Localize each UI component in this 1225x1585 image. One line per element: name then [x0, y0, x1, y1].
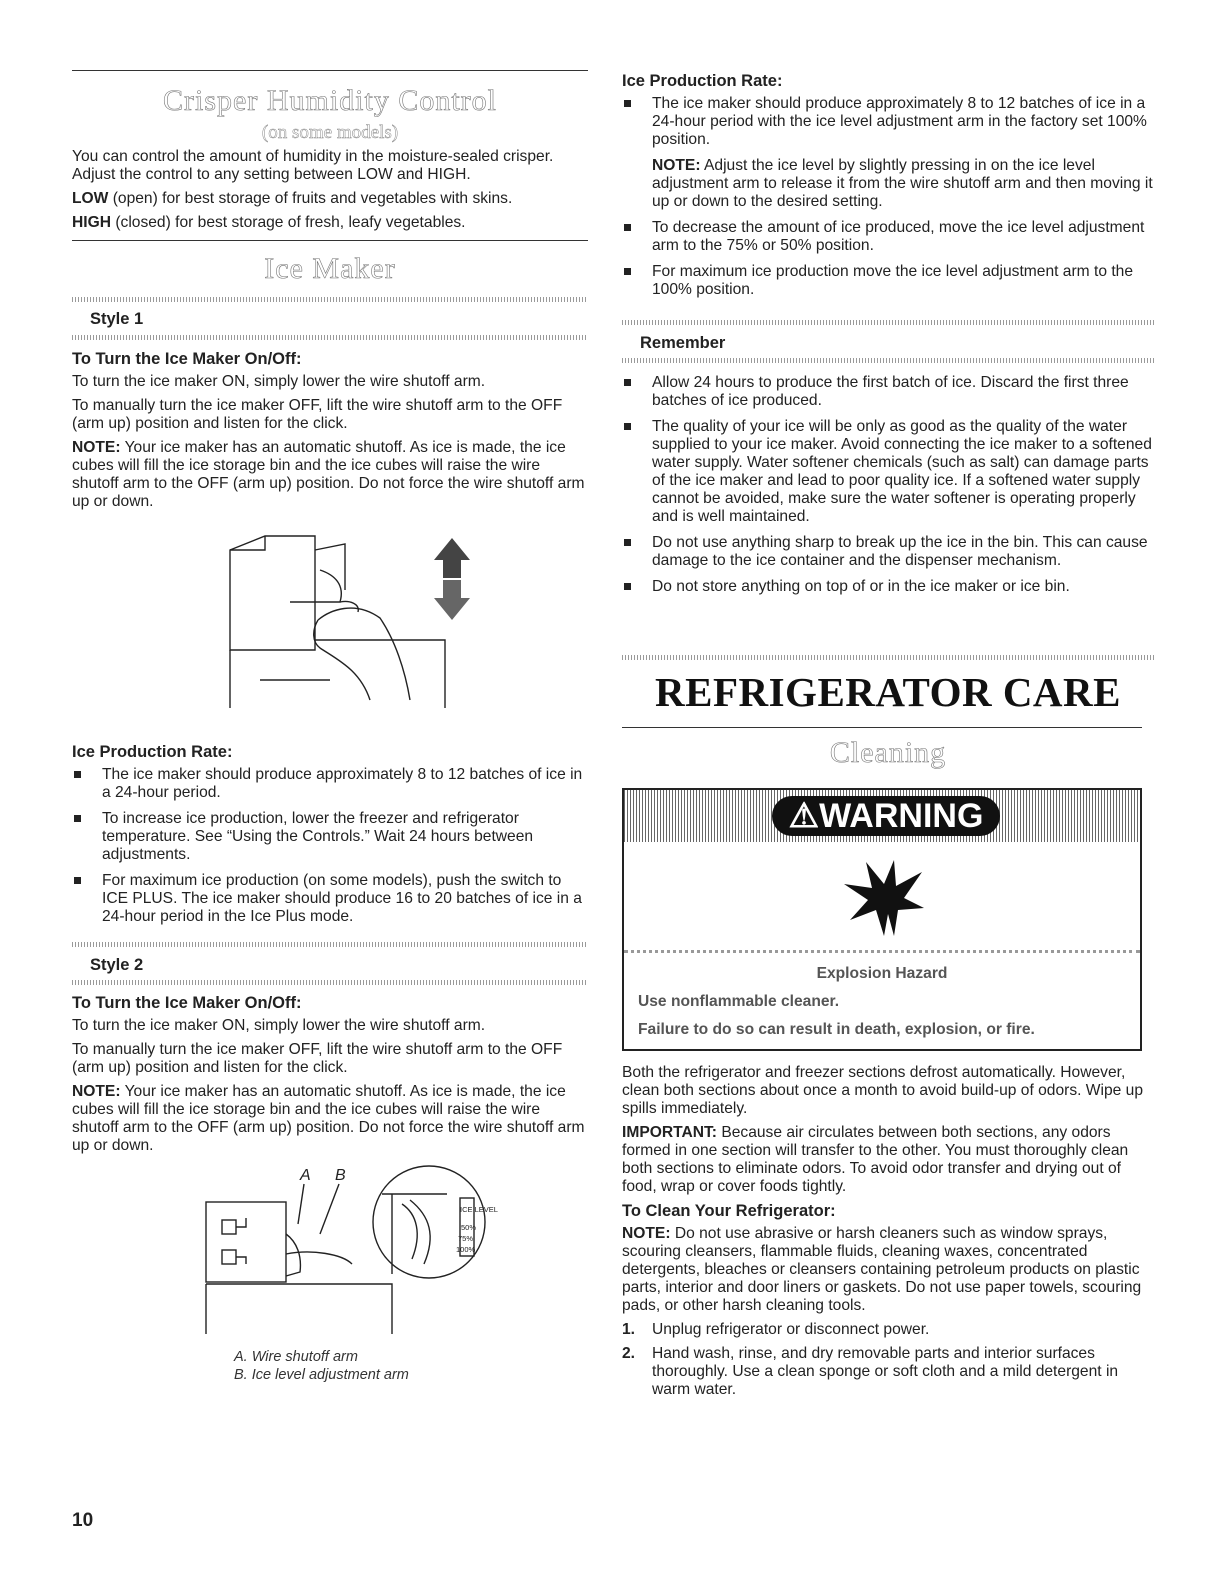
- explosion-icon: [842, 858, 926, 938]
- fig-50: 50%: [461, 1223, 477, 1232]
- icemaker-title: Ice Maker: [264, 252, 396, 285]
- warning-line-2: Failure to do so can result in death, explosion, or fire.: [638, 1021, 1035, 1038]
- warning-label: WARNING: [819, 797, 984, 835]
- page-number: 10: [72, 1510, 94, 1531]
- warning-line-1: Use nonflammable cleaner.: [638, 993, 840, 1010]
- hazard-title: Explosion Hazard: [816, 965, 948, 982]
- warning-triangle-icon: ⚠: [788, 797, 820, 835]
- fig-label-a: A: [300, 1167, 311, 1184]
- step-text: Hand wash, rinse, and dry removable parts and interior surfaces thoroughly. Use a clean sponge or soft cloth and a mild detergent in warm water.: [652, 1345, 1119, 1398]
- crisper-subtitle: (on some models): [261, 122, 399, 143]
- fig-75: 75%: [458, 1234, 474, 1243]
- style1-rate-heading: Ice Production Rate:: [72, 743, 233, 761]
- icemaker-rule: [72, 240, 588, 241]
- style1-bar-top: [72, 297, 588, 302]
- cleaning-p1: Both the refrigerator and freezer sections defrost automatically. However, clean both sections about once a month to avoid build-up of odors. Wipe up spills immediately.: [622, 1064, 1143, 1117]
- style1-heading: To Turn the Ice Maker On/Off:: [72, 350, 302, 368]
- list-item: For maximum ice production move the ice level adjustment arm to the 100% position.: [622, 263, 1154, 299]
- fig-100: 100%: [456, 1245, 476, 1254]
- step-number: 1.: [622, 1321, 636, 1338]
- note-label: NOTE:: [622, 1225, 671, 1242]
- important-text: Because air circulates between both sections, any odors formed in one section will transfer to the other. You must thoroughly clean both sections to eliminate odors. To avoid odor transfer and drying out of food, wrap or cover foods tightly.: [622, 1124, 1129, 1195]
- list-item: Allow 24 hours to produce the first batch of ice. Discard the first three batches of ice produced.: [622, 374, 1154, 410]
- warning-box: [622, 788, 1142, 1051]
- style2-heading: To Turn the Ice Maker On/Off:: [72, 994, 302, 1012]
- style1-p1: To turn the ice maker ON, simply lower the wire shutoff arm.: [72, 373, 486, 390]
- crisper-high: [72, 214, 588, 232]
- remember-bar-top: [622, 320, 1154, 325]
- style1-rate-list: [72, 766, 588, 926]
- care-title: REFRIGERATOR CARE: [654, 669, 1121, 715]
- style2-body: [72, 988, 588, 1161]
- style2-bar-top: [72, 942, 588, 947]
- crisper-low: [72, 190, 588, 208]
- list-item: [622, 1345, 1154, 1399]
- remember-body: [622, 374, 1154, 604]
- high-label: HIGH: [72, 214, 111, 231]
- low-label: LOW: [72, 190, 109, 207]
- warning-pill: [772, 796, 1000, 836]
- care-bar: [622, 655, 1154, 660]
- right-rate-heading: Ice Production Rate:: [622, 72, 783, 90]
- ice-maker-style2-illustration: [202, 1164, 502, 1334]
- style1-body: [72, 344, 588, 517]
- style1-note: [72, 439, 588, 511]
- style2-note: [72, 1083, 588, 1155]
- cleaning-steps: [622, 1321, 1154, 1399]
- list-item: Do not store anything on top of or in the ice maker or ice bin.: [622, 578, 1154, 596]
- remember-label: Remember: [640, 334, 726, 352]
- crisper-body: [72, 148, 588, 238]
- style1-label: Style 1: [90, 310, 144, 328]
- fig-label-b: B: [335, 1167, 346, 1184]
- caption-a: A. Wire shutoff arm: [234, 1349, 358, 1365]
- care-rule: [622, 727, 1142, 728]
- style1-p2: To manually turn the ice maker OFF, lift the wire shutoff arm to the OFF (arm up) position and listen for the click.: [72, 397, 563, 432]
- note-text: Your ice maker has an automatic shutoff. As ice is made, the ice cubes will fill the ice storage bin and the ice cubes will raise the wire shutoff arm to the OFF (arm up) position. Do not force the wire shutoff arm up or down.: [72, 439, 585, 510]
- low-text: (open) for best storage of fruits and vegetables with skins.: [112, 190, 513, 207]
- cleaning-body: [622, 1064, 1154, 1405]
- list-item: For maximum ice production (on some models), push the switch to ICE PLUS. The ice maker should produce 16 to 20 batches of ice in a 24-hour period in the Ice Plus mode.: [72, 872, 588, 926]
- note-text: Your ice maker has an automatic shutoff. As ice is made, the ice cubes will fill the ice storage bin and the ice cubes will raise the wire shutoff arm to the OFF (arm up) position. Do not force the wire shutoff arm up or down.: [72, 1083, 585, 1154]
- cleaning-important: [622, 1124, 1154, 1196]
- remember-list: [622, 374, 1154, 596]
- figure2-caption: [234, 1348, 409, 1384]
- ice-maker-style1-illustration: [220, 530, 520, 708]
- style2-p1: To turn the ice maker ON, simply lower the wire shutoff arm.: [72, 1017, 486, 1034]
- list-item: The ice maker should produce approximately 8 to 12 batches of ice in a 24-hour period.: [72, 766, 588, 802]
- rate-note: [652, 157, 1154, 211]
- style1-bar-bottom: [72, 335, 588, 340]
- warning-text: [624, 953, 1140, 1049]
- right-rate: [622, 66, 1154, 307]
- cleaning-title: Cleaning: [829, 736, 947, 769]
- rate-item-1: The ice maker should produce approximately 8 to 12 batches of ice in a 24-hour period with the ice level adjustment arm in the factory set 100% position.: [652, 95, 1147, 148]
- warning-header: [624, 790, 1140, 842]
- top-rule: [72, 70, 588, 71]
- caption-b: B. Ice level adjustment arm: [234, 1367, 409, 1383]
- step-number: 2.: [622, 1345, 636, 1362]
- note-label: NOTE:: [72, 1083, 121, 1100]
- high-text: (closed) for best storage of fresh, leafy vegetables.: [115, 214, 466, 231]
- down-arrow-icon: [434, 580, 470, 620]
- list-item: [622, 1321, 1154, 1339]
- note-text: Adjust the ice level by slightly pressing in on the ice level adjustment arm to release it from the wire shutoff arm and then moving it up or down to the desired setting.: [652, 157, 1153, 210]
- list-item: To increase ice production, lower the freezer and refrigerator temperature. See “Using the Controls.” Wait 24 hours between adjustments.: [72, 810, 588, 864]
- crisper-paragraph: You can control the amount of humidity in the moisture-sealed crisper. Adjust the control to any setting between LOW and HIGH.: [72, 148, 554, 183]
- style2-p2: To manually turn the ice maker OFF, lift the wire shutoff arm to the OFF (arm up) position and listen for the click.: [72, 1041, 563, 1076]
- cleaning-heading: To Clean Your Refrigerator:: [622, 1202, 836, 1220]
- list-item: [622, 95, 1154, 211]
- list-item: To decrease the amount of ice produced, move the ice level adjustment arm to the 75% or 50% position.: [622, 219, 1154, 255]
- important-label: IMPORTANT:: [622, 1124, 717, 1141]
- fig-ice-level: ICE LEVEL: [460, 1205, 498, 1214]
- style2-bar-bottom: [72, 980, 588, 985]
- up-arrow-icon: [434, 538, 470, 578]
- list-item: The quality of your ice will be only as good as the quality of the water supplied to your ice maker. Avoid connecting the ice maker to a softened water supply. Water softener chemicals (such as salt) can damage parts of the ice maker and lead to poor quality ice. If a softened water supply cannot be avoided, make sure the water softener is operating properly and is well maintained.: [622, 418, 1154, 526]
- cleaning-note: [622, 1225, 1154, 1315]
- crisper-title: Crisper Humidity Control: [163, 84, 497, 117]
- remember-bar-bottom: [622, 358, 1154, 363]
- style2-label: Style 2: [90, 956, 144, 974]
- style1-rate: [72, 737, 588, 934]
- note-text: Do not use abrasive or harsh cleaners such as window sprays, scouring cleansers, flammable fluids, cleaning waxes, concentrated detergents, bleaches or cleansers containing petroleum products on plastic parts, interior and door liners or gaskets. Do not use paper towels, scouring pads, or other harsh cleaning tools.: [622, 1225, 1142, 1314]
- warning-icon-area: [624, 842, 1140, 953]
- list-item: Do not use anything sharp to break up the ice in the bin. This can cause damage to the ice container and the dispenser mechanism.: [622, 534, 1154, 570]
- note-label: NOTE:: [72, 439, 121, 456]
- note-label: NOTE:: [652, 157, 701, 174]
- step-text: Unplug refrigerator or disconnect power.: [652, 1321, 930, 1338]
- right-rate-list: [622, 95, 1154, 299]
